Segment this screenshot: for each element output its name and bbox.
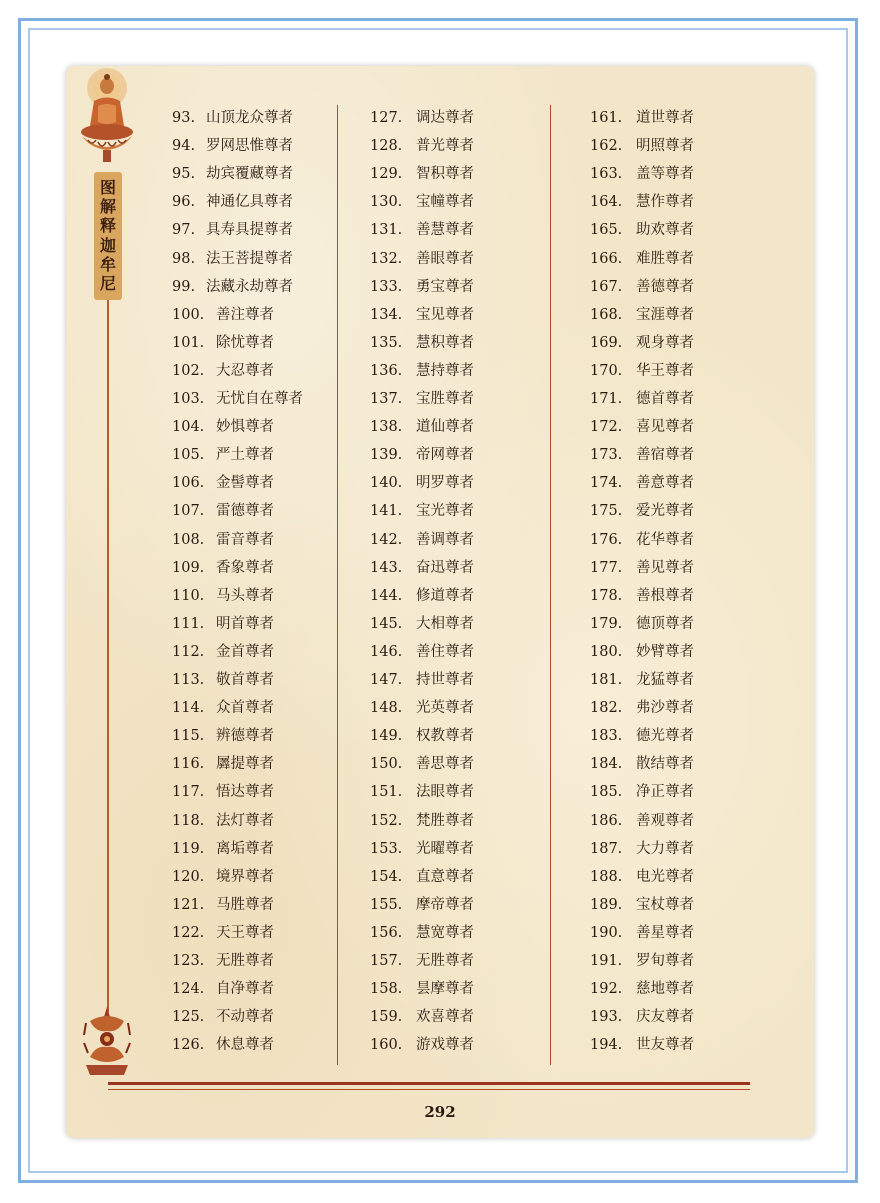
- entry-name: 善宿尊者: [636, 447, 694, 464]
- entry-number: 145.: [370, 615, 403, 632]
- entry-name: 善住尊者: [416, 643, 474, 660]
- entry-number: 137.: [370, 391, 403, 407]
- entry-name: 勇宝尊者: [416, 278, 474, 295]
- entry-name: 善意尊者: [636, 475, 694, 492]
- vajra-ornament-icon: [82, 1005, 132, 1077]
- entry-name: 众首尊者: [216, 700, 274, 717]
- entry-name: 花华尊者: [636, 531, 694, 548]
- entry-name: 不动尊者: [216, 1009, 274, 1026]
- entry-name: 大力尊者: [636, 840, 694, 857]
- entry-name: 山顶龙众尊者: [206, 110, 293, 126]
- entry-name: 法王菩提尊者: [206, 250, 293, 267]
- entry-name: 世友尊者: [636, 1037, 694, 1054]
- side-title-char: 图: [99, 177, 116, 197]
- entry-name: 慧作尊者: [636, 194, 694, 211]
- entry-name: 罗网思惟尊者: [206, 138, 293, 155]
- entry-number: 107.: [172, 503, 205, 520]
- entry-number: 142.: [370, 531, 403, 548]
- entry-number: 178.: [590, 587, 623, 604]
- entry-name: 无胜尊者: [216, 953, 274, 969]
- entry-name: 善星尊者: [636, 924, 694, 941]
- entry-number: 110.: [172, 587, 205, 604]
- footer-rule: [108, 1082, 750, 1085]
- entry-name: 羼提尊者: [216, 756, 274, 773]
- entry-name: 妙臂尊者: [636, 643, 694, 660]
- entry-number: 187.: [590, 840, 623, 857]
- entry-name: 电光尊者: [636, 868, 694, 885]
- page-number: 292: [424, 1103, 456, 1121]
- entry-name: 摩帝尊者: [416, 896, 474, 913]
- entry-number: 133.: [370, 278, 403, 295]
- entry-name: 马胜尊者: [216, 896, 274, 913]
- entry-name: 劫宾覆藏尊者: [206, 166, 293, 183]
- entry-name: 明罗尊者: [416, 475, 474, 492]
- entry-number: 144.: [370, 587, 403, 604]
- entry-number: 193.: [590, 1009, 623, 1026]
- entry-number: 189.: [590, 896, 623, 913]
- entry-name: 宝杖尊者: [636, 896, 694, 913]
- entry-number: 157.: [370, 953, 403, 969]
- entry-name: 调达尊者: [416, 110, 474, 126]
- entry-number: 181.: [590, 672, 623, 688]
- entry-name: 华王尊者: [636, 362, 694, 379]
- entry-name: 悟达尊者: [216, 784, 274, 801]
- entry-name: 龙猛尊者: [636, 672, 694, 688]
- entry-number: 104.: [172, 419, 205, 436]
- entry-number: 160.: [370, 1037, 403, 1054]
- entry-number: 116.: [172, 756, 205, 773]
- entry-number: 164.: [590, 194, 623, 211]
- entry-number: 103.: [172, 391, 205, 407]
- entry-number: 120.: [172, 868, 205, 885]
- entry-name: 观身尊者: [636, 334, 694, 351]
- entry-number: 113.: [172, 672, 205, 688]
- entry-number: 134.: [370, 306, 403, 323]
- entry-number: 149.: [370, 728, 403, 745]
- entry-name: 慧积尊者: [416, 334, 474, 351]
- entry-name: 善调尊者: [416, 531, 474, 548]
- entry-number: 155.: [370, 896, 403, 913]
- entry-number: 124.: [172, 981, 205, 998]
- entry-name: 善德尊者: [636, 278, 694, 295]
- entry-name: 自净尊者: [216, 981, 274, 998]
- entry-number: 168.: [590, 306, 623, 323]
- entry-number: 131.: [370, 222, 403, 239]
- entry-name: 善根尊者: [636, 587, 694, 604]
- entry-number: 190.: [590, 924, 623, 941]
- entry-name: 德光尊者: [636, 728, 694, 745]
- entry-number: 139.: [370, 447, 403, 464]
- entry-number: 186.: [590, 812, 623, 829]
- entry-number: 111.: [172, 615, 205, 632]
- entry-name: 明首尊者: [216, 615, 274, 632]
- entry-number: 166.: [590, 250, 623, 267]
- entry-number: 121.: [172, 896, 205, 913]
- side-title-char: 迦: [99, 235, 116, 255]
- side-title-char: 尼: [99, 274, 116, 294]
- entry-name: 智积尊者: [416, 166, 474, 183]
- entry-name: 无忧自在尊者: [216, 391, 303, 407]
- entry-number: 162.: [590, 138, 623, 155]
- entry-name: 权教尊者: [416, 728, 474, 745]
- entry-number: 194.: [590, 1037, 623, 1054]
- buddha-illustration: [72, 66, 142, 166]
- entry-number: 106.: [172, 475, 205, 492]
- entry-number: 127.: [370, 110, 403, 126]
- entry-number: 182.: [590, 700, 623, 717]
- entry-name: 雷德尊者: [216, 503, 274, 520]
- entry-name: 散结尊者: [636, 756, 694, 773]
- entry-number: 102.: [172, 362, 205, 379]
- entry-name: 严土尊者: [216, 447, 274, 464]
- side-title-char: 牟: [99, 254, 116, 274]
- entry-name: 法灯尊者: [216, 812, 274, 829]
- entry-number: 176.: [590, 531, 623, 548]
- entry-number: 175.: [590, 503, 623, 520]
- entry-number: 151.: [370, 784, 403, 801]
- entry-number: 171.: [590, 391, 623, 407]
- entry-name: 善注尊者: [216, 306, 274, 323]
- entry-number: 179.: [590, 615, 623, 632]
- entry-number: 148.: [370, 700, 403, 717]
- entry-number: 158.: [370, 981, 403, 998]
- entry-number: 159.: [370, 1009, 403, 1026]
- entry-name: 宝见尊者: [416, 306, 474, 323]
- entry-name: 慧持尊者: [416, 362, 474, 379]
- entry-number: 114.: [172, 700, 205, 717]
- entry-number: 153.: [370, 840, 403, 857]
- entry-number: 108.: [172, 531, 205, 548]
- entry-name: 盖等尊者: [636, 166, 694, 183]
- entry-name: 宝幢尊者: [416, 194, 474, 211]
- entry-number: 105.: [172, 447, 205, 464]
- entry-name: 神通亿具尊者: [206, 194, 293, 211]
- footer-rule-thin: [108, 1089, 750, 1090]
- entry-name: 天王尊者: [216, 924, 274, 941]
- side-title-banner: [94, 172, 122, 300]
- entry-name: 法藏永劫尊者: [206, 278, 293, 295]
- entry-name: 持世尊者: [416, 672, 474, 688]
- entry-number: 112.: [172, 643, 205, 660]
- entry-number: 136.: [370, 362, 403, 379]
- entry-number: 188.: [590, 868, 623, 885]
- entry-name: 大相尊者: [416, 615, 474, 632]
- entry-number: 154.: [370, 868, 403, 885]
- entry-number: 123.: [172, 953, 205, 969]
- entry-number: 109.: [172, 559, 205, 576]
- side-title-char: 解: [99, 196, 116, 216]
- entry-name: 庆友尊者: [636, 1009, 694, 1026]
- entry-name: 难胜尊者: [636, 250, 694, 267]
- entry-number: 156.: [370, 924, 403, 941]
- entry-number: 140.: [370, 475, 403, 492]
- entry-number: 163.: [590, 166, 623, 183]
- entry-number: 138.: [370, 419, 403, 436]
- entry-name: 助欢尊者: [636, 222, 694, 239]
- entry-name: 休息尊者: [216, 1037, 274, 1054]
- entry-name: 光英尊者: [416, 700, 474, 717]
- entry-name: 喜见尊者: [636, 419, 694, 436]
- entry-name: 离垢尊者: [216, 840, 274, 857]
- entry-number: 129.: [370, 166, 403, 183]
- entry-name: 敬首尊者: [216, 672, 274, 688]
- entry-number: 122.: [172, 924, 205, 941]
- entry-number: 167.: [590, 278, 623, 295]
- entry-name: 善观尊者: [636, 812, 694, 829]
- entry-name: 大忍尊者: [216, 362, 274, 379]
- entry-number: 177.: [590, 559, 623, 576]
- column-divider: [550, 105, 551, 1065]
- entry-name: 弗沙尊者: [636, 700, 694, 717]
- entry-number: 173.: [590, 447, 623, 464]
- entry-name: 辨德尊者: [216, 728, 274, 745]
- entry-number: 141.: [370, 503, 403, 520]
- entry-name: 善眼尊者: [416, 250, 474, 267]
- entry-name: 光曜尊者: [416, 840, 474, 857]
- left-margin-line: [107, 300, 109, 1012]
- side-title-char: 释: [99, 216, 116, 236]
- entry-name: 除忧尊者: [216, 334, 274, 351]
- entry-name: 德首尊者: [636, 391, 694, 407]
- entry-number: 174.: [590, 475, 623, 492]
- entry-number: 147.: [370, 672, 403, 688]
- entry-number: 161.: [590, 110, 623, 126]
- entry-name: 慧宽尊者: [416, 924, 474, 941]
- entry-name: 罗旬尊者: [636, 953, 694, 969]
- entry-number: 185.: [590, 784, 623, 801]
- entry-name: 奋迅尊者: [416, 559, 474, 576]
- entry-number: 119.: [172, 840, 205, 857]
- entry-name: 善见尊者: [636, 559, 694, 576]
- entry-number: 146.: [370, 643, 403, 660]
- entry-number: 183.: [590, 728, 623, 745]
- entry-number: 117.: [172, 784, 205, 801]
- column-divider: [337, 105, 338, 1065]
- entry-name: 雷音尊者: [216, 531, 274, 548]
- entry-name: 马头尊者: [216, 587, 274, 604]
- entry-number: 132.: [370, 250, 403, 267]
- entry-number: 101.: [172, 334, 205, 351]
- entry-number: 192.: [590, 981, 623, 998]
- entry-name: 善思尊者: [416, 756, 474, 773]
- entry-number: 184.: [590, 756, 623, 773]
- entry-number: 128.: [370, 138, 403, 155]
- entry-number: 125.: [172, 1009, 205, 1026]
- entry-name: 具寿具提尊者: [206, 222, 293, 239]
- entry-name: 宝胜尊者: [416, 391, 474, 407]
- entry-name: 爱光尊者: [636, 503, 694, 520]
- entry-name: 香象尊者: [216, 559, 274, 576]
- entry-name: 道仙尊者: [416, 419, 474, 436]
- entry-name: 修道尊者: [416, 587, 474, 604]
- entry-number: 152.: [370, 812, 403, 829]
- entry-name: 宝光尊者: [416, 503, 474, 520]
- entry-number: 93.: [172, 110, 196, 126]
- entry-name: 直意尊者: [416, 868, 474, 885]
- entry-name: 明照尊者: [636, 138, 694, 155]
- entry-name: 境界尊者: [216, 868, 274, 885]
- entry-name: 昙摩尊者: [416, 981, 474, 998]
- entry-number: 98.: [172, 250, 196, 267]
- entry-number: 126.: [172, 1037, 205, 1054]
- entry-name: 金髻尊者: [216, 475, 274, 492]
- entry-name: 普光尊者: [416, 138, 474, 155]
- entry-number: 170.: [590, 362, 623, 379]
- entry-name: 法眼尊者: [416, 784, 474, 801]
- entry-name: 帝网尊者: [416, 447, 474, 464]
- entry-number: 165.: [590, 222, 623, 239]
- entry-name: 妙惧尊者: [216, 419, 274, 436]
- entry-number: 172.: [590, 419, 623, 436]
- entry-name: 无胜尊者: [416, 953, 474, 969]
- entry-number: 180.: [590, 643, 623, 660]
- entry-name: 金首尊者: [216, 643, 274, 660]
- entry-name: 道世尊者: [636, 110, 694, 126]
- entry-number: 94.: [172, 138, 196, 155]
- entry-name: 宝涯尊者: [636, 306, 694, 323]
- entry-number: 135.: [370, 334, 403, 351]
- entry-name: 游戏尊者: [416, 1037, 474, 1054]
- entry-number: 95.: [172, 166, 196, 183]
- entry-number: 96.: [172, 194, 196, 211]
- entry-number: 100.: [172, 306, 205, 323]
- entry-number: 191.: [590, 953, 623, 969]
- entry-number: 118.: [172, 812, 205, 829]
- entry-name: 梵胜尊者: [416, 812, 474, 829]
- entry-number: 115.: [172, 728, 205, 745]
- entry-name: 慈地尊者: [636, 981, 694, 998]
- entry-number: 169.: [590, 334, 623, 351]
- entry-number: 130.: [370, 194, 403, 211]
- entry-name: 德顶尊者: [636, 615, 694, 632]
- entry-name: 善慧尊者: [416, 222, 474, 239]
- entry-name: 欢喜尊者: [416, 1009, 474, 1026]
- entry-name: 净正尊者: [636, 784, 694, 801]
- entry-number: 143.: [370, 559, 403, 576]
- entry-number: 99.: [172, 278, 196, 295]
- entry-number: 97.: [172, 222, 196, 239]
- entry-number: 150.: [370, 756, 403, 773]
